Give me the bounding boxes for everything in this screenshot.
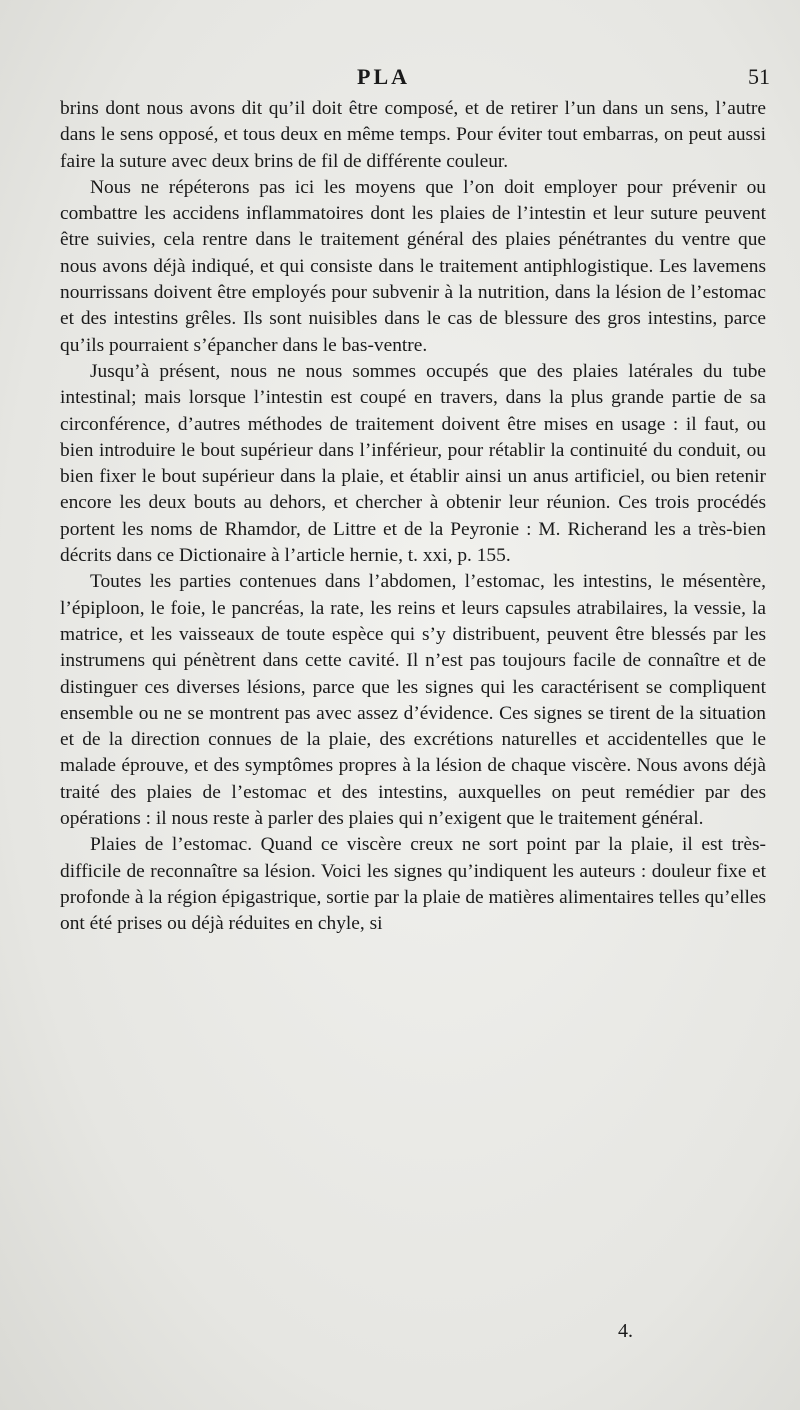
paragraph-1: brins dont nous avons dit qu’il doit être composé, et de retirer l’un dans un sens, l’autre dans le sens opposé, et tous deux en même temps. Pour éviter tout embarras, on peut aussi faire la suture avec deux brins de fil de différente couleur. bbox=[60, 98, 766, 172]
paragraph-2: Nous ne répéterons pas ici les moyens que l’on doit employer pour prévenir ou combattre les accidens inflammatoires dont les plaies de l’intestin et leur suture peuvent être suivies, cela rentre dans le traitement général des plaies pénétrantes du ventre que nous avons déjà indiqué, et qui consiste dans le traitement antiphlogistique. Les lavemens nourrissans doivent être employés pour subvenir à la nutrition, dans la lésion de l’estomac et des intestins grêles. Ils sont nuisibles dans le cas de blessure des gros intestins, parce qu’ils pourraient s’épancher dans le bas-ventre. bbox=[60, 176, 766, 356]
paragraph-5: Plaies de l’estomac. Quand ce viscère creux ne sort point par la plaie, il est très-difficile de reconnaître sa lésion. Voici les signes qu’indiquent les auteurs : douleur fixe et profonde à la région épigastrique, sortie par la plaie de matières alimentaires telles qu’elles ont été prises ou déjà réduites en chyle, si bbox=[60, 834, 766, 935]
body-text bbox=[60, 96, 766, 938]
paragraph-3: Jusqu’à présent, nous ne nous sommes occupés que des plaies latérales du tube intestinal; mais lorsque l’intestin est coupé en travers, dans la plus grande partie de sa circonférence, d’autres méthodes de traitement doivent être mises en usage : il faut, ou bien introduire le bout supérieur dans l’inférieur, pour rétablir la continuité du conduit, ou bien fixer le bout supérieur dans la plaie, et établir ainsi un anus artificiel, ou bien retenir encore les deux bouts au dehors, et chercher à obtenir leur réunion. Ces trois procédés portent les noms de Rhamdor, de Littre et de la Peyronie : M. Richerand les a très-bien décrits dans ce Dictionaire à l’article hernie, t. xxi, p. 155. bbox=[60, 360, 766, 567]
paragraph-4: Toutes les parties contenues dans l’abdomen, l’estomac, les intestins, le mésentère, l’épiploon, le foie, le pancréas, la rate, les reins et leurs capsules atrabilaires, la vessie, la matrice, et les vaisseaux de toute espèce qui s’y distribuent, peuvent être blessés par les instrumens qui pénètrent dans cette cavité. Il n’est pas toujours facile de connaître et de distinguer ces diverses lésions, parce que les signes qui les caractérisent se compliquent ensemble ou ne se montrent pas avec assez d’évidence. Ces signes se tirent de la situation et de la direction connues de la plaie, des excrétions naturelles et accidentelles que le malade éprouve, et des symptômes propres à la lésion de chaque viscère. Nous avons déjà traité des plaies de l’estomac et des intestins, auxquelles on peut remédier par des opérations : il nous reste à parler des plaies qui n’exigent que le traitement général. bbox=[60, 571, 766, 830]
page-header bbox=[0, 64, 800, 94]
signature-mark: 4. bbox=[618, 1320, 633, 1342]
running-head: PLA bbox=[357, 64, 410, 89]
page-number: 51 bbox=[748, 64, 770, 89]
